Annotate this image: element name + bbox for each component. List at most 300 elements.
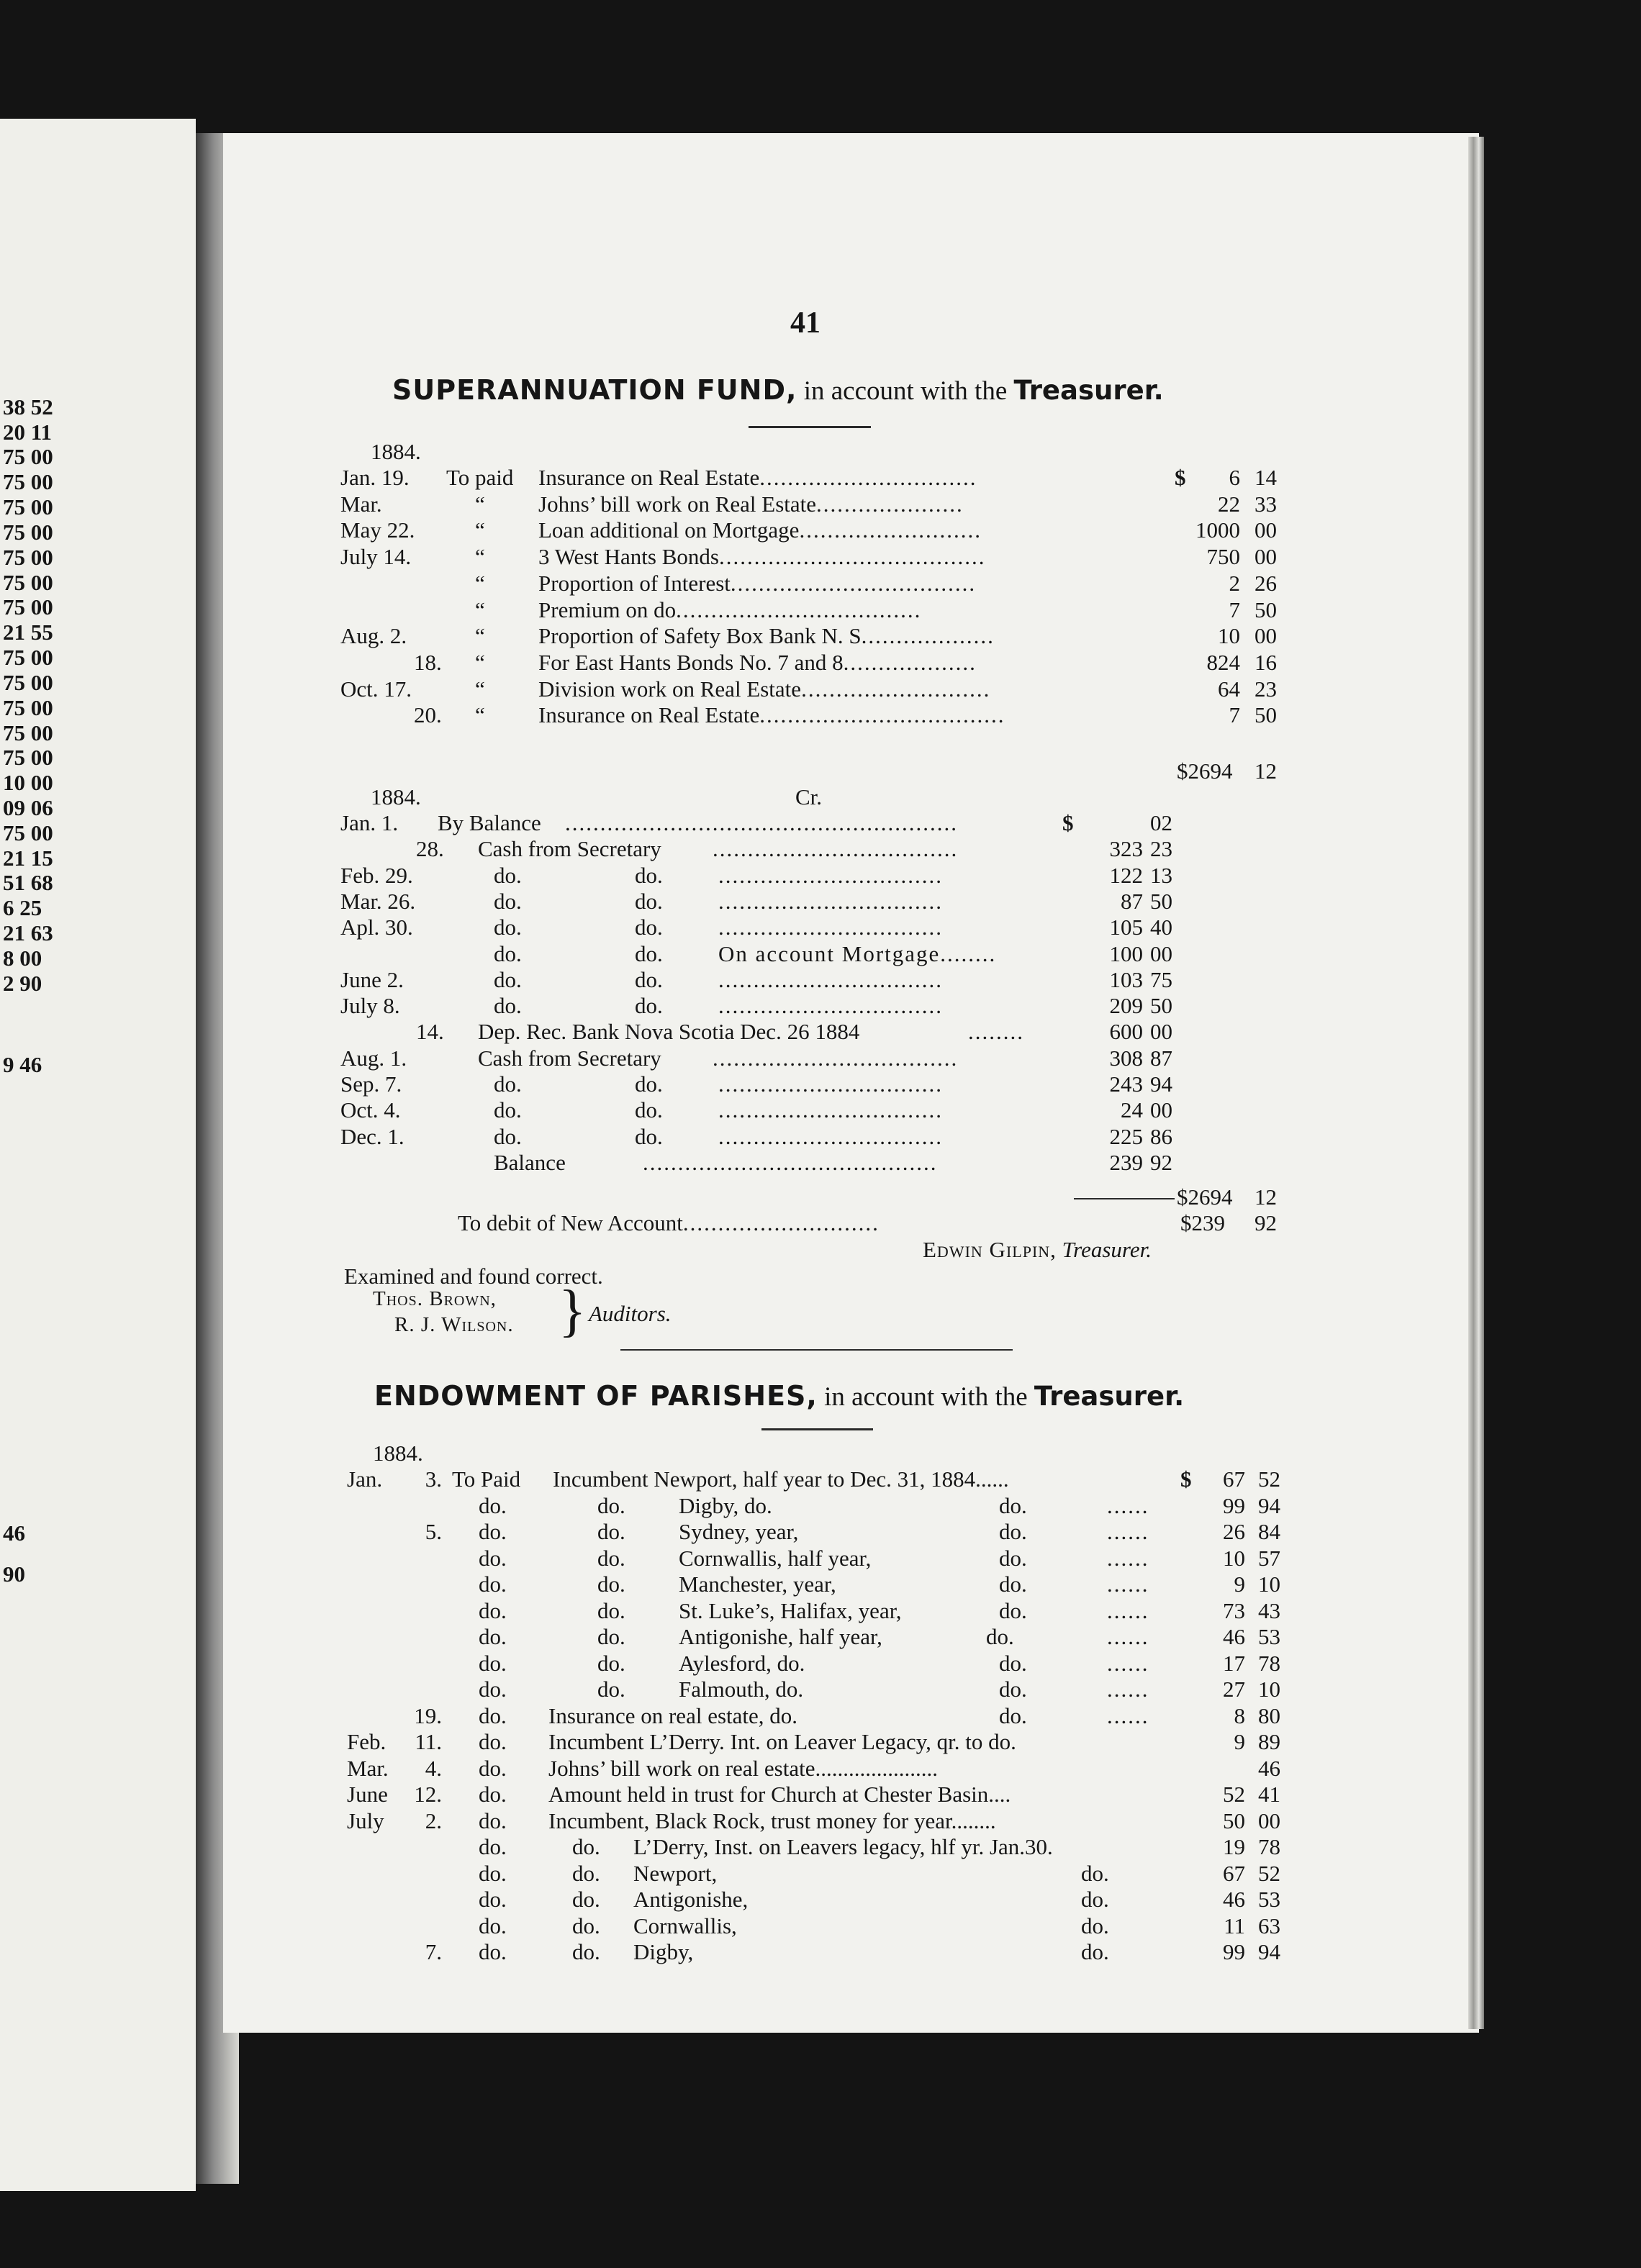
credit-date: Jan. 1. <box>340 810 399 835</box>
credit-date: 14. <box>416 1019 444 1045</box>
left-page-number: 90 <box>3 1561 25 1587</box>
endowment-cents: 94 <box>1258 1492 1280 1518</box>
endowment-dollars: 19 <box>1223 1834 1245 1859</box>
credit-dots: ................................ <box>718 1097 943 1123</box>
debit-date: Oct. 17. <box>340 676 412 702</box>
auditors-brace: } <box>559 1279 587 1343</box>
debit-cents: 16 <box>1255 649 1277 675</box>
debit-prefix: “ <box>475 623 485 649</box>
section-divider <box>620 1349 1013 1351</box>
debit-dollars: 64 <box>1218 676 1240 702</box>
credit-dots: ................................ <box>718 1071 943 1097</box>
debit-cents: 50 <box>1255 597 1277 622</box>
credit-cents: 75 <box>1150 966 1172 992</box>
debit-prefix: “ <box>475 517 485 543</box>
endowment-description: Incumbent, Black Rock, trust money for year........ <box>548 1807 996 1833</box>
debit-date: 20. <box>414 702 442 728</box>
endowment-do: do. <box>1081 1913 1109 1938</box>
page-edge <box>1468 137 1484 2029</box>
debit-description <box>538 493 964 515</box>
superannuation-title-main: SUPERANNUATION FUND, <box>392 374 797 406</box>
credit-description: Cash from Secretary <box>478 836 661 862</box>
debit-date: Mar. <box>340 491 382 517</box>
endowment-col2: do. <box>572 1913 600 1938</box>
debit-cents: 00 <box>1255 517 1277 543</box>
left-page-number: 46 <box>3 1520 25 1546</box>
credit-dollars: 105 <box>1109 915 1143 940</box>
page-number: 41 <box>790 307 820 340</box>
endowment-do: do. <box>1081 1887 1109 1912</box>
debit-cents: 23 <box>1255 676 1277 702</box>
endowment-col1: do. <box>479 1834 507 1859</box>
endowment-dots: ...... <box>1107 1597 1149 1623</box>
endowment-dollars: 17 <box>1223 1650 1245 1676</box>
superannuation-title <box>392 374 1164 407</box>
left-page-number: 10 00 <box>3 770 53 795</box>
treasurer-signature <box>923 1238 1152 1261</box>
endowment-col1: do. <box>479 1729 507 1754</box>
endowment-cents: 57 <box>1258 1545 1280 1571</box>
endowment-col1: do. <box>479 1519 507 1544</box>
credit-dots: ................................ <box>718 1123 943 1149</box>
credit-dollars: 209 <box>1109 993 1143 1019</box>
debit-dollars: 750 <box>1206 544 1240 570</box>
endowment-do: do. <box>999 1545 1027 1571</box>
debit-dollars: 7 <box>1229 597 1240 622</box>
endowment-dollars: 11 <box>1224 1913 1245 1938</box>
endowment-col1: do. <box>479 1677 507 1702</box>
endowment-cents: 84 <box>1258 1519 1280 1544</box>
debit-description <box>538 466 977 489</box>
endowment-parish: Sydney, year, <box>679 1519 799 1544</box>
endowment-dollars: 27 <box>1223 1677 1245 1702</box>
endowment-dollars: 9 <box>1234 1729 1245 1754</box>
credit-total-amount: $2694 <box>1177 1184 1233 1210</box>
endowment-cents: 80 <box>1258 1702 1280 1728</box>
credit-cents: 40 <box>1150 915 1172 940</box>
endowment-cents: 78 <box>1258 1650 1280 1676</box>
endowment-dollars: 73 <box>1223 1597 1245 1623</box>
credit-dollars: 243 <box>1109 1071 1143 1097</box>
credit-date: Sep. 7. <box>340 1071 402 1097</box>
endowment-cents: 43 <box>1258 1597 1280 1623</box>
credit-cents: 50 <box>1150 888 1172 914</box>
endowment-cents: 53 <box>1258 1624 1280 1649</box>
endowment-dots: ...... <box>1107 1571 1149 1597</box>
debit-desc-text: 3 West Hants Bonds <box>538 544 719 570</box>
endowment-col1: do. <box>479 1545 507 1571</box>
debit-dollars: 2 <box>1229 570 1240 596</box>
endowment-do: do. <box>1081 1939 1109 1964</box>
endowment-description: Insurance on real estate, do. <box>548 1702 798 1728</box>
credit-cents: 02 <box>1150 810 1172 835</box>
left-page-number: 20 11 <box>3 419 53 445</box>
debit-dollar-sign: $ <box>1175 465 1186 490</box>
debit-description <box>538 678 990 700</box>
endowment-cents: 00 <box>1258 1807 1280 1833</box>
endowment-dollars: 9 <box>1234 1571 1245 1597</box>
debit-date: July 14. <box>340 544 412 570</box>
credit-cents: 87 <box>1150 1045 1172 1071</box>
credit-mid: do. <box>635 862 663 888</box>
endowment-cents: 94 <box>1258 1939 1280 1964</box>
debit-desc-text: Insurance on Real Estate <box>538 702 760 728</box>
debit-date: 18. <box>414 649 442 675</box>
debit-dots: ........................... <box>801 676 991 702</box>
superannuation-title-end: Treasurer. <box>1013 375 1164 406</box>
credit-dots: ................................... <box>713 836 959 862</box>
endowment-do: do. <box>999 1519 1027 1544</box>
credit-dots: ........................................................ <box>565 810 958 835</box>
debit-description <box>538 704 1005 726</box>
endowment-month: July <box>347 1807 384 1833</box>
left-page-number: 75 00 <box>3 444 53 469</box>
credit-total-rule <box>1074 1198 1175 1199</box>
debit-dots: .......................... <box>799 517 982 543</box>
endowment-cents: 53 <box>1258 1887 1280 1912</box>
endowment-title-rule <box>761 1428 873 1430</box>
endowment-col2: do. <box>597 1492 625 1518</box>
credit-mid: do. <box>635 1123 663 1149</box>
debit-dollars: 824 <box>1206 649 1240 675</box>
credit-dots: ................................ <box>718 915 943 940</box>
debit-new-cents: 92 <box>1255 1210 1277 1235</box>
credit-dollars: 308 <box>1109 1045 1143 1071</box>
endowment-col1: do. <box>479 1597 507 1623</box>
left-page <box>0 119 196 2191</box>
credit-description: Cash from Secretary <box>478 1045 661 1071</box>
endowment-month: June <box>347 1782 388 1807</box>
credit-year: 1884. <box>371 784 421 809</box>
left-page-number: 21 63 <box>3 920 53 945</box>
debit-prefix: “ <box>475 597 485 622</box>
debit-prefix: “ <box>475 570 485 596</box>
endowment-year: 1884. <box>373 1441 423 1466</box>
debit-dots: ................... <box>861 623 995 649</box>
debit-new-account <box>458 1212 880 1234</box>
debit-cents: 00 <box>1255 544 1277 570</box>
debit-new-label: To debit of New Account <box>458 1210 683 1235</box>
credit-dots: ................................ <box>718 993 943 1019</box>
debit-date: Aug. 2. <box>340 623 407 649</box>
endowment-dollars: 46 <box>1223 1887 1245 1912</box>
endowment-col1: do. <box>479 1755 507 1781</box>
debit-dots: ................................... <box>676 597 922 622</box>
endowment-parish: Digby, <box>633 1939 694 1964</box>
credit-description: do. <box>494 940 522 966</box>
endowment-do: do. <box>999 1650 1027 1676</box>
credit-description: do. <box>494 915 522 940</box>
credit-cents: 86 <box>1150 1123 1172 1149</box>
left-page-number: 75 00 <box>3 545 53 570</box>
credit-mid: do. <box>635 1097 663 1123</box>
left-page-number: 75 00 <box>3 645 53 670</box>
debit-cents: 00 <box>1255 623 1277 649</box>
debit-description <box>538 519 982 541</box>
credit-date: 28. <box>416 836 444 862</box>
credit-dollars: 24 <box>1121 1097 1143 1123</box>
endowment-day: 11. <box>415 1729 442 1754</box>
credit-cents: 23 <box>1150 836 1172 862</box>
endowment-col1: do. <box>479 1860 507 1886</box>
debit-desc-text: Premium on do <box>538 597 677 622</box>
endowment-col2: do. <box>597 1545 625 1571</box>
credit-date: Dec. 1. <box>340 1123 404 1149</box>
endowment-title-main: ENDOWMENT OF PARISHES, <box>374 1380 818 1412</box>
debit-cents: 33 <box>1255 491 1277 517</box>
endowment-day: 19. <box>414 1702 442 1728</box>
endowment-parish: Manchester, year, <box>679 1571 836 1597</box>
endowment-parish: Newport, <box>633 1860 718 1886</box>
endowment-parish: Cornwallis, half year, <box>679 1545 872 1571</box>
endowment-col1: do. <box>479 1807 507 1833</box>
credit-cents: 00 <box>1150 1019 1172 1045</box>
endowment-title <box>374 1380 1184 1412</box>
endowment-day: 7. <box>425 1939 442 1964</box>
endowment-dots: ...... <box>1107 1492 1149 1518</box>
endowment-col1: do. <box>479 1782 507 1807</box>
credit-dots: ........ <box>968 1019 1024 1045</box>
endowment-col1: To Paid <box>452 1466 521 1492</box>
endowment-col1: do. <box>479 1939 507 1964</box>
endowment-col2: do. <box>597 1624 625 1649</box>
endowment-col1: do. <box>479 1913 507 1938</box>
endowment-dollars: 8 <box>1234 1702 1245 1728</box>
endowment-col2: do. <box>597 1597 625 1623</box>
treasurer-title: Treasurer. <box>1056 1237 1152 1262</box>
endowment-col1: do. <box>479 1624 507 1649</box>
debit-total-cents: 12 <box>1255 758 1277 784</box>
endowment-col2: do. <box>572 1860 600 1886</box>
superannuation-title-mid: in account with the <box>797 376 1014 406</box>
left-page-number: 75 00 <box>3 494 53 520</box>
auditor-1: Thos. Brown, <box>373 1287 497 1310</box>
left-page-number: 9 46 <box>3 1052 42 1077</box>
debit-description <box>538 651 977 673</box>
credit-description: do. <box>494 993 522 1019</box>
debit-new-amount: $239 <box>1180 1210 1225 1235</box>
debit-desc-text: Johns’ bill work on Real Estate <box>538 491 817 517</box>
endowment-parish: Aylesford, do. <box>679 1650 805 1676</box>
auditors-label: Auditors. <box>589 1301 672 1326</box>
left-page-number: 6 25 <box>3 895 42 920</box>
debit-description <box>538 599 921 621</box>
endowment-dollar-sign: $ <box>1180 1466 1192 1492</box>
endowment-col1: do. <box>479 1650 507 1676</box>
endowment-do: do. <box>999 1677 1027 1702</box>
endowment-title-end: Treasurer. <box>1034 1381 1185 1412</box>
endowment-cents: 78 <box>1258 1834 1280 1859</box>
endowment-dots: ...... <box>1107 1702 1149 1728</box>
endowment-col2: do. <box>597 1571 625 1597</box>
credit-date: June 2. <box>340 966 404 992</box>
endowment-day: 12. <box>414 1782 442 1807</box>
debit-desc-text: Proportion of Interest <box>538 570 731 596</box>
endowment-col2: do. <box>572 1834 600 1859</box>
endowment-dollars: 46 <box>1223 1624 1245 1649</box>
debit-date: May 22. <box>340 517 415 543</box>
credit-description: do. <box>494 888 522 914</box>
endowment-parish: Digby, do. <box>679 1492 772 1518</box>
credit-date: July 8. <box>340 993 400 1019</box>
endowment-parish: Cornwallis, <box>633 1913 737 1938</box>
debit-desc-text: Loan additional on Mortgage <box>538 517 800 543</box>
debit-dots: ................................... <box>759 702 1005 728</box>
credit-cents: 92 <box>1150 1149 1172 1175</box>
treasurer-name: Edwin Gilpin, <box>923 1237 1057 1262</box>
endowment-col2: do. <box>572 1887 600 1912</box>
debit-prefix: “ <box>475 544 485 570</box>
endowment-col2: do. <box>572 1939 600 1964</box>
credit-total-cents: 12 <box>1255 1184 1277 1210</box>
endowment-cents: 52 <box>1258 1860 1280 1886</box>
debit-prefix: “ <box>475 702 485 728</box>
endowment-title-mid: in account with the <box>817 1382 1034 1412</box>
credit-description: Dep. Rec. Bank Nova Scotia Dec. 26 1884 <box>478 1019 860 1045</box>
endowment-day: 2. <box>425 1807 442 1833</box>
debit-dots: ................... <box>843 649 977 675</box>
debit-new-dots: ............................ <box>682 1210 880 1235</box>
credit-dollars: 323 <box>1109 836 1143 862</box>
debit-desc-text: Insurance on Real Estate <box>538 465 760 490</box>
credit-dollars: 103 <box>1109 966 1143 992</box>
debit-description <box>538 545 985 568</box>
debit-dollars: 7 <box>1229 702 1240 728</box>
left-page-number: 75 00 <box>3 720 53 745</box>
left-page-number: 21 55 <box>3 620 53 645</box>
superannuation-year: 1884. <box>371 439 421 464</box>
left-page-number: 2 90 <box>3 971 42 996</box>
credit-date: Feb. 29. <box>340 862 413 888</box>
endowment-do: do. <box>986 1624 1014 1649</box>
endowment-month: Jan. <box>347 1466 383 1492</box>
credit-description: do. <box>494 862 522 888</box>
endowment-description: Amount held in trust for Church at Chester Basin.... <box>548 1782 1011 1807</box>
endowment-do: do. <box>999 1702 1027 1728</box>
left-page-number: 75 00 <box>3 695 53 720</box>
credit-description: do. <box>494 966 522 992</box>
endowment-dollars: 26 <box>1223 1519 1245 1544</box>
endowment-col1: do. <box>479 1571 507 1597</box>
endowment-day: 5. <box>425 1519 442 1544</box>
debit-dots: ................................... <box>730 570 977 596</box>
credit-mid: do. <box>635 1071 663 1097</box>
credit-description: do. <box>494 1123 522 1149</box>
credit-dots: ................................ <box>718 862 943 888</box>
endowment-do: do. <box>999 1571 1027 1597</box>
endowment-day: 4. <box>425 1755 442 1781</box>
endowment-col2: do. <box>597 1519 625 1544</box>
examined-text: Examined and found correct. <box>344 1264 603 1289</box>
endowment-col1: do. <box>479 1702 507 1728</box>
debit-dots: ............................... <box>759 465 977 490</box>
credit-description: do. <box>494 1071 522 1097</box>
debit-description <box>538 625 995 647</box>
debit-prefix: To paid <box>446 465 514 490</box>
left-page-number: 21 15 <box>3 845 53 871</box>
left-page-number: 75 00 <box>3 820 53 845</box>
endowment-day: 3. <box>425 1466 442 1492</box>
endowment-month: Mar. <box>347 1755 389 1781</box>
credit-dots: ................................ <box>718 888 943 914</box>
endowment-parish: Antigonishe, <box>633 1887 749 1912</box>
endowment-dollars: 67 <box>1223 1466 1245 1492</box>
left-page-number: 51 68 <box>3 870 53 895</box>
endowment-cents: 10 <box>1258 1677 1280 1702</box>
endowment-dollars: 50 <box>1223 1807 1245 1833</box>
credit-dollars: 239 <box>1109 1149 1143 1175</box>
credit-mid: do. <box>635 993 663 1019</box>
endowment-cents: 63 <box>1258 1913 1280 1938</box>
credit-mid: do. <box>635 915 663 940</box>
endowment-dots: ...... <box>1107 1519 1149 1544</box>
credit-dollar-sign: $ <box>1062 810 1074 835</box>
credit-cents: 94 <box>1150 1071 1172 1097</box>
auditor-2: R. J. Wilson. <box>394 1313 514 1336</box>
endowment-dots: ...... <box>1107 1677 1149 1702</box>
endowment-dollars: 99 <box>1223 1939 1245 1964</box>
endowment-cents: 46 <box>1258 1755 1280 1781</box>
endowment-dots: ...... <box>1107 1650 1149 1676</box>
credit-dots: ................................ <box>718 966 943 992</box>
credit-cents: 50 <box>1150 993 1172 1019</box>
credit-dots: On account Mortgage........ <box>718 940 997 966</box>
credit-dots: .......................................... <box>643 1149 938 1175</box>
endowment-description: Incumbent L’Derry. Int. on Leaver Legacy, qr. to do. <box>548 1729 1016 1754</box>
endowment-do: do. <box>1081 1860 1109 1886</box>
endowment-parish: Falmouth, do. <box>679 1677 804 1702</box>
endowment-cents: 10 <box>1258 1571 1280 1597</box>
endowment-col2: do. <box>597 1677 625 1702</box>
debit-prefix: “ <box>475 676 485 702</box>
endowment-do: do. <box>999 1492 1027 1518</box>
endowment-cents: 41 <box>1258 1782 1280 1807</box>
endowment-parish: St. Luke’s, Halifax, year, <box>679 1597 902 1623</box>
debit-total-amount: $2694 <box>1177 758 1233 784</box>
credit-dollars: 122 <box>1109 862 1143 888</box>
debit-dollars: 22 <box>1218 491 1240 517</box>
credit-dollars: 600 <box>1109 1019 1143 1045</box>
left-page-number: 38 52 <box>3 394 53 419</box>
endowment-dots: ...... <box>1107 1624 1149 1649</box>
credit-description: Balance <box>494 1149 566 1175</box>
debit-dots: ..................... <box>816 491 964 517</box>
endowment-dollars: 10 <box>1223 1545 1245 1571</box>
endowment-col1: do. <box>479 1887 507 1912</box>
credit-cents: 00 <box>1150 940 1172 966</box>
endowment-dollars: 52 <box>1223 1782 1245 1807</box>
credit-description: By Balance <box>438 810 541 835</box>
debit-dollars: 1000 <box>1195 517 1240 543</box>
endowment-do: do. <box>999 1597 1027 1623</box>
credit-date: Apl. 30. <box>340 915 413 940</box>
left-page-number: 75 00 <box>3 520 53 545</box>
credit-dollars: 87 <box>1121 888 1143 914</box>
credit-date: Aug. 1. <box>340 1045 407 1071</box>
title-rule <box>749 426 871 428</box>
endowment-month: Feb. <box>347 1729 386 1754</box>
debit-dollars: 10 <box>1218 623 1240 649</box>
debit-desc-text: Proportion of Safety Box Bank N. S <box>538 623 862 649</box>
debit-cents: 26 <box>1255 570 1277 596</box>
credit-cents: 13 <box>1150 862 1172 888</box>
left-page-number: 75 00 <box>3 745 53 770</box>
credit-dollars: 225 <box>1109 1123 1143 1149</box>
debit-desc-text: Division work on Real Estate <box>538 676 802 702</box>
debit-description <box>538 572 976 594</box>
credit-mid: do. <box>635 940 663 966</box>
endowment-description: Incumbent Newport, half year to Dec. 31, 1884...... <box>553 1466 1009 1492</box>
